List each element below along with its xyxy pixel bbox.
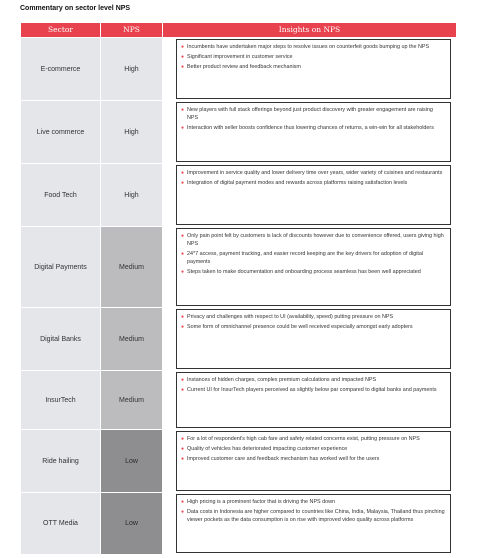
sector-cell: OTT Media <box>21 493 100 554</box>
sector-cell: Live commerce <box>21 101 100 163</box>
bullet-icon: ● <box>181 436 185 442</box>
header-insights: Insights on NPS <box>163 23 456 37</box>
bullet-icon: ● <box>181 269 185 275</box>
insights-cell <box>176 165 451 225</box>
insight-bullet: ● Interaction with seller boosts confidence thus lowering chances of returns, a win-win for all stakeholders <box>181 125 434 131</box>
bullet-icon: ● <box>181 377 185 383</box>
insights-cell <box>176 372 451 428</box>
bullet-icon: ● <box>181 125 185 131</box>
bullet-icon: ● <box>181 64 185 70</box>
bullet-icon: ● <box>181 499 185 505</box>
table-row <box>21 164 457 226</box>
bullet-icon: ● <box>181 251 185 257</box>
insight-bullet: ● Data costs in Indonesia are higher compared to countries like China, India, Malaysia, Thailand thus pinching viewer pockets as the data consumption is on rise with improved video quality across platforms <box>181 509 445 523</box>
table-row <box>21 493 457 554</box>
insight-bullet: ● Improved customer care and feedback mechanism has worked well for the users <box>181 456 380 462</box>
bullet-icon: ● <box>181 446 185 452</box>
bullet-icon: ● <box>181 314 185 320</box>
sector-cell: Digital Banks <box>21 308 100 370</box>
insight-bullet: ● For a lot of respondent's high cab fare and safety related concerns exist, putting pressure on NPS <box>181 436 420 442</box>
bullet-icon: ● <box>181 387 185 393</box>
nps-cell: Medium <box>101 371 162 429</box>
insights-cell <box>176 494 451 553</box>
nps-cell: Medium <box>101 227 162 307</box>
table-row <box>21 101 457 163</box>
sector-cell: Ride hailing <box>21 430 100 492</box>
insight-bullet: ● Privacy and challenges with respect to UI (availability, speed) putting pressure on NPS <box>181 314 394 320</box>
table-row <box>21 38 457 100</box>
bullet-icon: ● <box>181 180 185 186</box>
nps-cell: High <box>101 38 162 100</box>
insight-bullet: ● 24*7 access, payment tracking, and easier record keeping are the key drivers for adoption of digital payments <box>181 251 424 265</box>
sector-cell: Digital Payments <box>21 227 100 307</box>
insights-cell <box>176 102 451 162</box>
insight-bullet: ● Only pain point felt by customers is lack of discounts however due to convenience offered, users giving high NPS <box>181 233 444 247</box>
table-row <box>21 308 457 370</box>
insights-cell <box>176 228 451 306</box>
bullet-icon: ● <box>181 107 185 113</box>
insight-bullet: ● Quality of vehicles has deteriorated impacting customer experience <box>181 446 348 452</box>
bullet-icon: ● <box>181 324 185 330</box>
insights-cell <box>176 309 451 369</box>
bullet-icon: ● <box>181 44 185 50</box>
bullet-icon: ● <box>181 233 185 239</box>
sector-cell: Food Tech <box>21 164 100 226</box>
table-row <box>21 371 457 429</box>
nps-cell: High <box>101 164 162 226</box>
bullet-icon: ● <box>181 456 185 462</box>
insight-bullet: ● New players with full stack offerings beyond just product discovery with greater engagement are raising NPS <box>181 107 433 121</box>
insight-bullet: ● Significant improvement in customer service <box>181 54 293 60</box>
header-nps: NPS <box>101 23 162 37</box>
insights-cell <box>176 39 451 99</box>
insight-bullet: ● Improvement in service quality and lower delivery time over years, wider variety of cuisines and restaurants <box>181 170 443 176</box>
nps-cell: Low <box>101 493 162 554</box>
insight-bullet: ● Better product review and feedback mechanism <box>181 64 301 70</box>
table-row <box>21 430 457 492</box>
insight-bullet: ● Incumbents have undertaken major steps to resolve issues on counterfeit goods bumping up the NPS <box>181 44 430 50</box>
insight-bullet: ● Steps taken to make documentation and onboarding process seamless has been well appreciated <box>181 269 421 275</box>
insight-bullet: ● High pricing is a prominent factor that is driving the NPS down <box>181 499 336 505</box>
bullet-icon: ● <box>181 170 185 176</box>
bullet-icon: ● <box>181 54 185 60</box>
page-title: Commentary on sector level NPS <box>20 5 131 12</box>
nps-cell: High <box>101 101 162 163</box>
bullet-icon: ● <box>181 509 185 515</box>
insight-bullet: ● Some form of omnichannel presence could be well received especially amongst early adopters <box>181 324 413 330</box>
header-sector: Sector <box>21 23 100 37</box>
sector-cell: E-commerce <box>21 38 100 100</box>
nps-cell: Medium <box>101 308 162 370</box>
insights-cell <box>176 431 451 491</box>
sector-cell: InsurTech <box>21 371 100 429</box>
table-row <box>21 227 457 307</box>
insight-bullet: ● Current UI for InsurTech players perceived as slightly below par compared to digital banks and payments <box>181 387 437 393</box>
nps-cell: Low <box>101 430 162 492</box>
insight-bullet: ● Instances of hidden charges, complex premium calculations and impacted NPS <box>181 377 377 383</box>
insight-bullet: ● Integration of digital payment modes and rewards across platforms raising satisfaction levels <box>181 180 408 186</box>
